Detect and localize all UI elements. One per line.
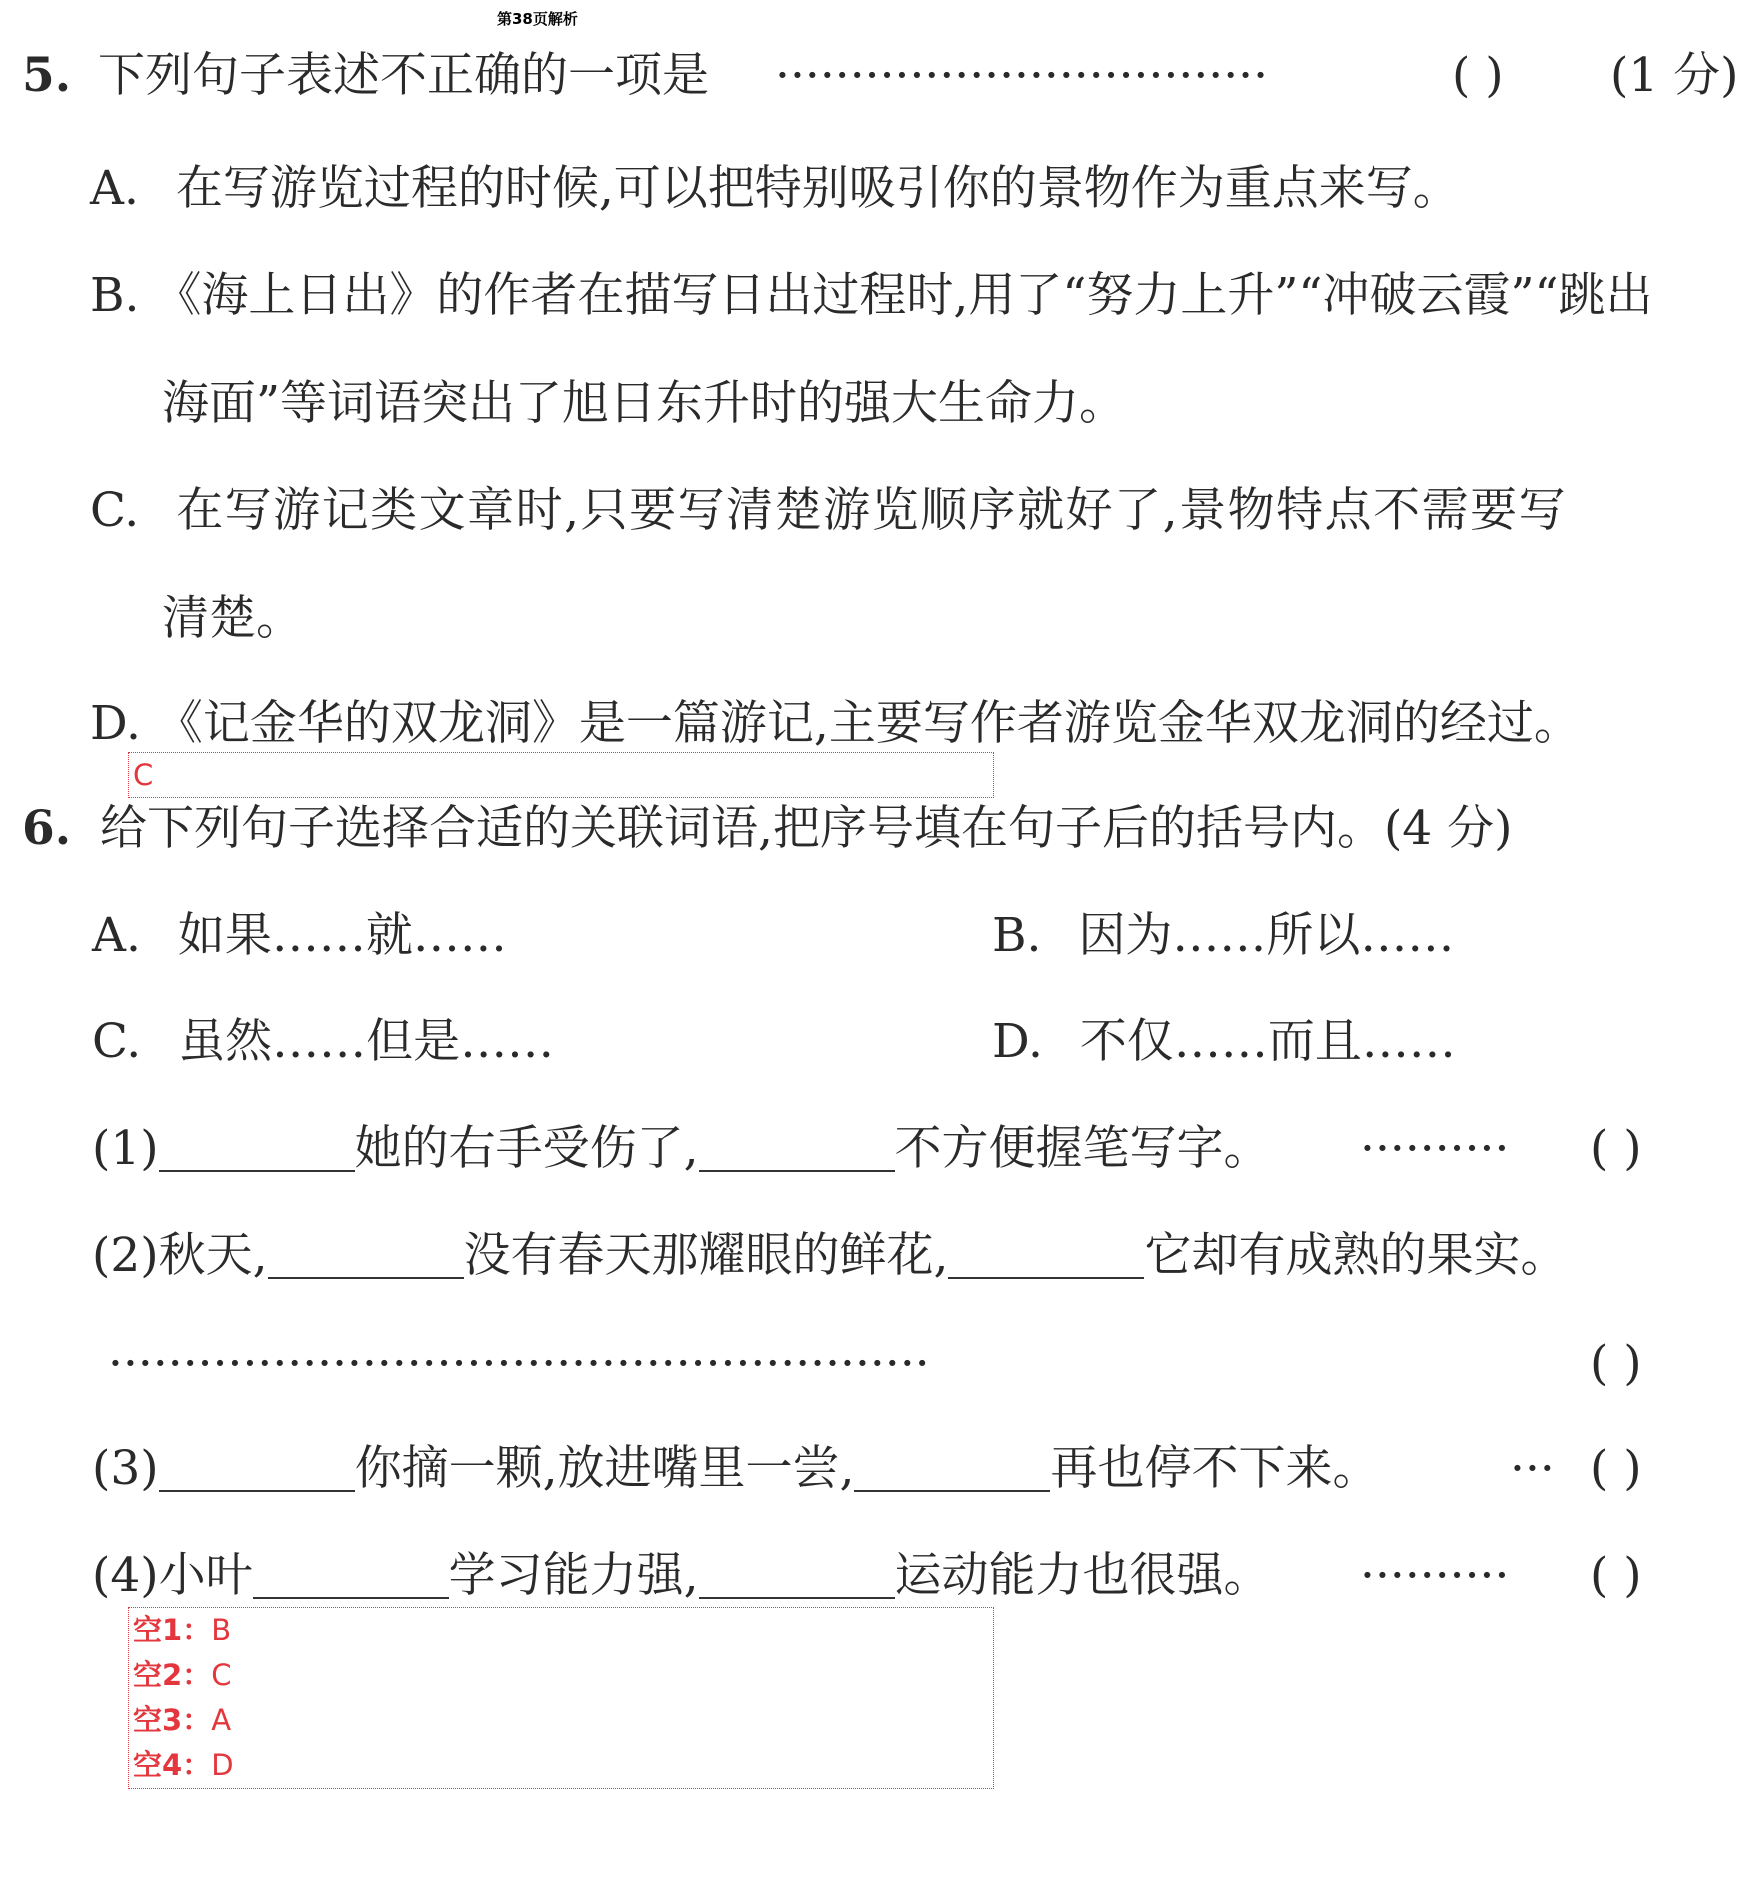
q6-item-1 — [92, 1121, 1271, 1176]
q5-answer-box — [128, 752, 994, 798]
answer-blank[interactable] — [253, 1557, 449, 1599]
q6-item-4-dots: ·········· — [1360, 1548, 1510, 1603]
item-prefix: (4)小叶 — [92, 1548, 253, 1603]
answer-blank[interactable] — [699, 1557, 895, 1599]
option-text: 《记金华的双龙洞》是一篇游记,主要写作者游览金华双龙洞的经过。 — [155, 696, 1581, 751]
answer-label: 空2： — [133, 1658, 212, 1692]
q5-answer: C — [133, 758, 154, 792]
q6-answer-2 — [129, 1653, 993, 1698]
q5-option-b — [90, 268, 1653, 323]
option-text: 《海上日出》的作者在描写日出过程时,用了“努力上升”“冲破云霞”“跳出 — [154, 268, 1653, 323]
q6-item-2 — [92, 1228, 1568, 1283]
q5-dots: ································· — [775, 48, 1269, 103]
answer-value: A — [211, 1703, 232, 1737]
q5-stem: 下列句子表述不正确的一项是 — [98, 48, 710, 103]
option-label: A. — [92, 908, 141, 963]
item-suffix: 再也停不下来。 — [1050, 1441, 1380, 1496]
option-text: 在写游记类文章时,只要写清楚游览顺序就好了,景物特点不需要写 — [176, 483, 1568, 538]
answer-value: B — [211, 1613, 232, 1647]
q5-option-a — [90, 161, 1460, 216]
answer-blank[interactable] — [699, 1130, 895, 1172]
item-prefix: (1) — [92, 1121, 159, 1176]
item-mid: 你摘一颗,放进嘴里一尝, — [354, 1441, 855, 1496]
q5-option-d — [90, 696, 1581, 751]
q5-score: (1 分) — [1610, 48, 1739, 103]
q6-answer-3 — [129, 1698, 993, 1743]
q6-option-c — [92, 1014, 555, 1069]
item-mid: 学习能力强, — [448, 1548, 699, 1603]
option-text: 在写游览过程的时候,可以把特别吸引你的景物作为重点来写。 — [175, 161, 1460, 216]
q6-option-b — [992, 908, 1455, 963]
q6-item-1-paren: ( ) — [1590, 1121, 1642, 1176]
q6-item-4 — [92, 1548, 1271, 1603]
q5-option-b-cont: 海面”等词语突出了旭日东升时的强大生命力。 — [162, 376, 1127, 431]
answer-label: 空4： — [133, 1748, 212, 1782]
option-label: D. — [90, 696, 141, 751]
page-header: 第38页解析 — [497, 10, 578, 28]
q6-number: 6. — [22, 801, 72, 856]
q6-item-2-paren: ( ) — [1590, 1336, 1642, 1391]
answer-blank[interactable] — [854, 1450, 1050, 1492]
q6-item-1-dots: ·········· — [1360, 1121, 1510, 1176]
option-label: A. — [90, 161, 139, 216]
q5-paren: ( ) — [1452, 48, 1504, 103]
q5-stem-line — [22, 48, 710, 103]
q6-item-2-dots: ······················································· — [108, 1336, 930, 1391]
item-prefix: (3) — [92, 1441, 159, 1496]
q6-item-3-paren: ( ) — [1590, 1441, 1642, 1496]
q6-answer-4 — [129, 1743, 993, 1788]
option-label: C. — [92, 1014, 142, 1069]
item-mid: 她的右手受伤了, — [354, 1121, 699, 1176]
option-text: 不仅……而且…… — [1079, 1014, 1456, 1069]
answer-blank[interactable] — [268, 1237, 464, 1279]
q5-answer-leader — [775, 48, 1269, 103]
option-text: 如果……就…… — [177, 908, 507, 963]
option-label: D. — [992, 1014, 1043, 1069]
answer-blank[interactable] — [948, 1237, 1144, 1279]
item-suffix: 不方便握笔写字。 — [894, 1121, 1271, 1176]
answer-label: 空1： — [133, 1613, 212, 1647]
q6-answer-box — [128, 1607, 994, 1789]
item-suffix: 它却有成熟的果实。 — [1144, 1228, 1568, 1283]
q5-number: 5. — [22, 48, 72, 103]
answer-value: D — [211, 1748, 234, 1782]
q6-stem-line — [22, 801, 1513, 856]
q6-item-3 — [92, 1441, 1380, 1496]
answer-blank[interactable] — [159, 1450, 355, 1492]
q6-stem: 给下列句子选择合适的关联词语,把序号填在句子后的括号内。(4 分) — [100, 801, 1513, 856]
option-label: C. — [90, 483, 140, 538]
option-text: 因为……所以…… — [1078, 908, 1455, 963]
item-suffix: 运动能力也很强。 — [894, 1548, 1271, 1603]
q6-option-a — [92, 908, 507, 963]
q6-answer-1 — [129, 1608, 993, 1653]
q6-item-4-paren: ( ) — [1590, 1548, 1642, 1603]
option-label: B. — [90, 268, 140, 323]
q6-option-d — [992, 1014, 1456, 1069]
option-label: B. — [992, 908, 1042, 963]
option-text: 虽然……但是…… — [178, 1014, 555, 1069]
q5-option-c — [90, 483, 1568, 538]
answer-label: 空3： — [133, 1703, 212, 1737]
answer-value: C — [211, 1658, 232, 1692]
q5-option-c-cont: 清楚。 — [162, 591, 303, 646]
item-prefix: (2)秋天, — [92, 1228, 268, 1283]
item-mid: 没有春天那耀眼的鲜花, — [463, 1228, 949, 1283]
q6-item-3-dots: ··· — [1510, 1441, 1555, 1496]
answer-blank[interactable] — [159, 1130, 355, 1172]
